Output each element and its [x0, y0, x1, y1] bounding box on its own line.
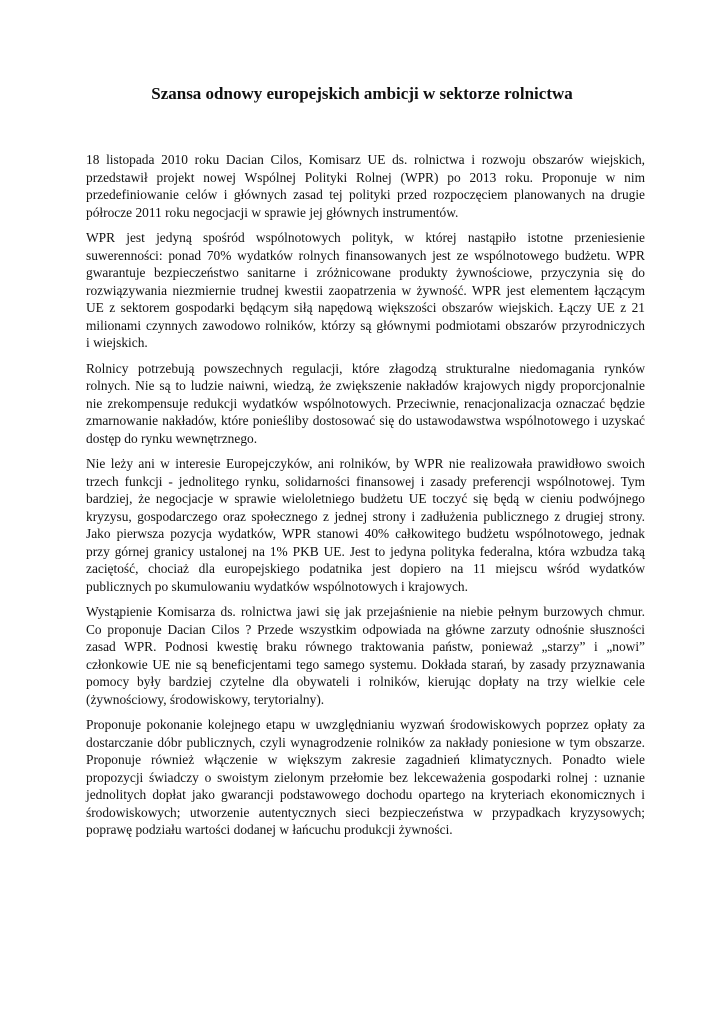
- text-line: przedefiniowanie celów i głównych zasad tej polityki przed rozpoczęciem planowanych na drugie: [86, 187, 645, 202]
- paragraph: [86, 455, 645, 595]
- text-line: publicznych po skumulowaniu wydatków wspólnotowych i krajowych.: [86, 578, 468, 594]
- text-line: Nie leży ani w interesie Europejczyków, ani rolników, by WPR nie realizowała prawidłowo swoich: [86, 456, 645, 471]
- text-line: propozycji świadczy o swoistym zielonym przełomie bez lekceważenia gospodarki rolnej : uznanie: [86, 769, 645, 785]
- text-line: i wiejskich.: [86, 335, 148, 350]
- text-line: przedstawił projekt nowej Wspólnej Polityki Rolnej (WPR) po 2013 roku. Proponuje w nim: [86, 169, 645, 185]
- text-line: gwarantuje bezpieczeństwo sanitarne i zróżnicowane produkty żywnościowe, przyczynia się do: [86, 265, 645, 280]
- paragraph: [86, 229, 645, 352]
- text-line: UE z sektorem gospodarki będącym siłą napędową większości obszarów wiejskich. Łączy UE z 21: [86, 300, 645, 315]
- text-line: rozwiązywania niezmiernie trudnej kwestii zaopatrzenia w żywność. WPR jest elementem łączącym: [86, 282, 645, 298]
- paragraph: [86, 716, 645, 839]
- text-line: suwerenności: ponad 70% wydatków rolnych finansowanych jest ze wspólnotowego budżetu. WPR: [86, 247, 645, 263]
- text-line: środowiskowych; utworzenie autentycznych sieci bezpieczeństwa w przypadkach kryzysowych;: [86, 804, 645, 820]
- text-line: Proponuje również włączenie w większym zakresie zagadnień klimatycznych. Ponadto wiele: [86, 752, 645, 767]
- text-line: WPR jest jedyną spośród wspólnotowych polityk, w której nastąpiło istotne przeniesienie: [86, 230, 645, 245]
- text-line: 18 listopada 2010 roku Dacian Cilos, Komisarz UE ds. rolnictwa i rozwoju obszarów wiejskich,: [86, 152, 645, 167]
- text-line: pomocy były bardziej czytelne dla obywateli i rolników, kierując dopłaty na trzy wielkie cele: [86, 674, 645, 689]
- text-line: jednolitych dopłat jako gwarancji podstawowego dochodu opartego na kryteriach ekonomicznych i: [86, 787, 645, 802]
- text-line: bardziej, że negocjacje w sprawie wieloletniego budżetu UE toczyć się będą w cieniu podwójnego: [86, 491, 645, 506]
- text-line: Proponuje pokonanie kolejnego etapu w uwzględnianiu wyzwań środowiskowych poprzez opłaty za: [86, 717, 645, 732]
- text-line: Co proponuje Dacian Cilos ? Przede wszystkim odpowiada na główne zarzuty odnośnie słuszności: [86, 621, 645, 637]
- document-title: Szansa odnowy europejskich ambicji w sektorze rolnictwa: [151, 84, 573, 103]
- text-line: nie zrekompensuje redukcji wydatków wspólnotowych. Przeciwnie, renacjonalizacja oznaczać będzie: [86, 395, 645, 411]
- text-line: poprawę podziału wartości dodanej w łańcuchu produkcji żywności.: [86, 822, 453, 837]
- text-line: półrocze 2011 roku negocjacji w sprawie jej głównych instrumentów.: [86, 204, 459, 220]
- paragraph: [86, 151, 645, 221]
- text-line: trzech funkcji - jednolitego rynku, solidarności finansowej i zasady preferencji wspólnotowej. Tym: [86, 473, 645, 489]
- text-line: Jako pierwsza pozycja wydatków, WPR stanowi 40% całkowitego budżetu wspólnotowego, jednak: [86, 526, 645, 541]
- text-line: Rolnicy potrzebują powszechnych regulacji, które złagodzą strukturalne niedomagania rynków: [86, 360, 645, 376]
- text-line: zaciętość, chociaż dla europejskiego podatnika jest dopiero na 11 miejscu wśród wydatków: [86, 561, 645, 576]
- text-line: zmarnowanie nakładów, które ponieśliby dostosować się do ustawodawstwa wspólnotowego i uzyskać: [86, 413, 645, 428]
- text-line: (żywnościowy, środowiskowy, terytorialny).: [86, 691, 325, 707]
- text-line: członkowie UE nie są beneficjentami tego samego systemu. Dokłada starań, by zasady przyznawania: [86, 656, 645, 672]
- paragraph: [86, 360, 645, 448]
- paragraph: [86, 603, 645, 708]
- text-line: dostęp do rynku wewnętrznego.: [86, 430, 258, 446]
- text-line: kryzysu, gospodarczego oraz społecznego z jednej strony i zadłużenia publicznego z drugiej strony.: [86, 508, 645, 524]
- document-body: [86, 151, 645, 847]
- text-line: zasad WPR. Podnosi kwestię braku równego traktowania państw, ponieważ „starzy” i „nowi”: [86, 639, 645, 654]
- text-line: Wystąpienie Komisarza ds. rolnictwa jawi się jak przejaśnienie na niebie pełnym burzowych chmur.: [86, 604, 645, 619]
- text-line: przy górnej granicy ustalonej na 1% PKB UE. Jest to jedyna polityka federalna, która wzbudza taką: [86, 543, 645, 559]
- text-line: milionami czynnych zawodowo rolników, którzy są głównymi podmiotami obszarów przyrodniczych: [86, 317, 645, 333]
- text-line: rolnych. Nie są to ludzie naiwni, wiedzą, że zwiększenie nakładów krajowych nigdy proporcjonalnie: [86, 378, 645, 393]
- text-line: dostarczanie dóbr publicznych, czyli wynagrodzenie rolników za nakłady poniesione w tym obszarze.: [86, 734, 645, 750]
